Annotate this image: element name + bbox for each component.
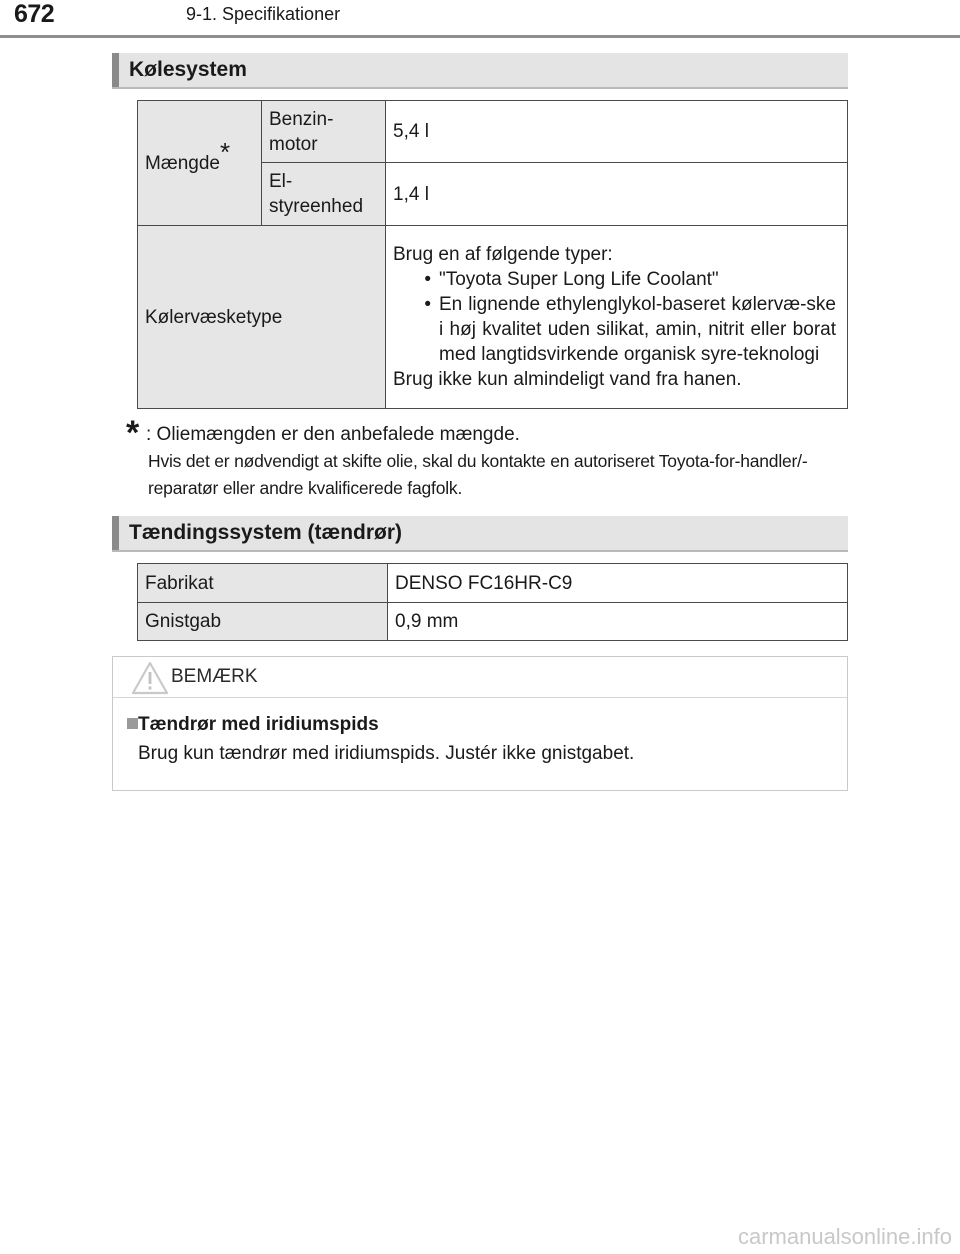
header-rule [0,35,960,38]
section-header-cooling [112,53,848,89]
notice-box [112,656,848,791]
engine-value: 5,4 l [386,101,848,163]
section-header-ignition [112,516,848,552]
square-bullet-icon [127,718,138,729]
warning-triangle-icon [130,660,170,696]
coolant-outro: Brug ikke kun almindeligt vand fra hanen. [393,369,742,390]
footnote-marker: * [220,136,231,167]
manufacturer-value: DENSO FC16HR-C9 [388,564,848,603]
footnote-line-1: : Oliemængden er den anbefalede mængde. [146,424,520,445]
control-unit-label: El- styreenhed [262,163,386,226]
section-accent [112,516,119,550]
watermark: carmanualsonline.info [737,1224,952,1249]
coolant-type-value [386,226,848,409]
table-row [138,101,848,163]
coolant-option-2: En lignende ethylenglykol-baseret kølervæ-ske i høj kvalitet uden silikat, amin, nitrit eller borat med langtidsvirkende organisk syre-teknologi [439,294,836,365]
section-title: Kølesystem [129,58,247,81]
ignition-spec-table [137,563,848,641]
table-row [138,226,848,409]
notice-text: Brug kun tændrør med iridiumspids. Justér ikke gnistgabet. [138,743,635,764]
quantity-label: Mængde [145,152,220,174]
running-header: 9-1. Specifikationer [186,4,341,24]
coolant-option-1: "Toyota Super Long Life Coolant" [439,269,719,290]
footnote-star: * [126,414,140,452]
bullet: • [424,269,431,290]
table-row [138,603,848,641]
table-row [138,564,848,603]
section-accent [112,53,119,87]
coolant-type-label: Kølervæsketype [138,226,386,409]
cooling-spec-table [137,100,848,409]
spark-gap-label: Gnistgab [138,603,388,641]
section-title: Tændingssystem (tændrør) [129,521,403,544]
footnote-line-2: Hvis det er nødvendigt at skifte olie, skal du kontakte en autoriseret Toyota-for-handler/-reparatør eller andre kvalificerede fagfolk. [148,451,808,498]
page-number: 672 [14,0,55,28]
bullet: • [424,294,431,315]
quantity-label-cell [138,101,262,226]
spark-gap-value: 0,9 mm [388,603,848,641]
coolant-intro: Brug en af følgende typer: [393,244,613,265]
engine-label: Benzin- motor [262,101,386,163]
control-unit-value: 1,4 l [386,163,848,226]
notice-header [113,657,847,698]
list-item [393,292,836,367]
notice-label: BEMÆRK [171,666,258,687]
notice-heading: Tændrør med iridiumspids [138,714,379,735]
manufacturer-label: Fabrikat [138,564,388,603]
list-item [393,267,836,292]
